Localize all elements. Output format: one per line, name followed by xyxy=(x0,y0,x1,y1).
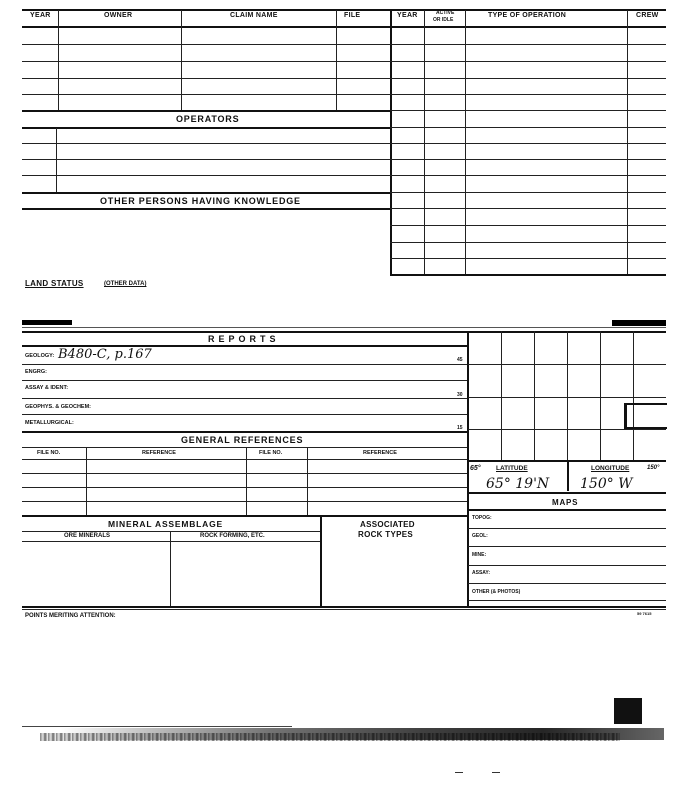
maps-geol: GEOL: xyxy=(472,533,488,539)
report-geology-value: B480-C, p.167 xyxy=(58,347,152,362)
ore-minerals-label: ORE MINERALS xyxy=(64,533,111,539)
header-active: ACTIVE xyxy=(436,10,455,16)
longitude-label: LONGITUDE xyxy=(591,465,630,472)
bracket-mark xyxy=(624,403,667,429)
form-number: 59 7615 xyxy=(637,611,652,616)
report-assay-num: 30 xyxy=(457,392,463,398)
header-or-idle: OR IDLE xyxy=(433,17,454,23)
mineral-heading: MINERAL ASSEMBLAGE xyxy=(108,519,223,529)
latitude-label: LATITUDE xyxy=(496,465,528,472)
land-status-sub: (OTHER DATA) xyxy=(104,281,147,287)
header-type-of-operation: TYPE OF OPERATION xyxy=(488,12,567,19)
header-op-year: YEAR xyxy=(397,12,418,19)
header-claim-name: CLAIM NAME xyxy=(230,12,278,19)
report-metallurgical-num: 15 xyxy=(457,425,463,431)
lat-prefix: 65° xyxy=(470,465,481,472)
report-metallurgical-label: METALLURGICAL: xyxy=(25,420,74,426)
header-owner: OWNER xyxy=(104,12,133,19)
land-status-label: LAND STATUS xyxy=(25,279,84,288)
operators-heading: OPERATORS xyxy=(176,114,240,124)
maps-assay: ASSAY: xyxy=(472,570,491,576)
reports-heading: REPORTS xyxy=(208,334,280,344)
lon-suffix: 150° xyxy=(647,465,660,471)
maps-other: OTHER (& PHOTOS) xyxy=(472,589,521,595)
assoc-rock-line2: ROCK TYPES xyxy=(358,530,414,539)
maps-topog: TOPOG: xyxy=(472,515,492,521)
report-assay-label: ASSAY & IDENT: xyxy=(25,385,69,391)
other-persons-heading: OTHER PERSONS HAVING KNOWLEDGE xyxy=(100,196,301,206)
maps-mine: MINE: xyxy=(472,552,487,558)
gref-header-file-2: FILE NO. xyxy=(259,450,283,456)
report-geophys-label: GEOPHYS. & GEOCHEM: xyxy=(25,404,92,410)
points-meriting-label: POINTS MERITING ATTENTION: xyxy=(25,613,116,619)
latitude-value: 65° 19'N xyxy=(486,476,550,492)
assoc-rock-line1: ASSOCIATED xyxy=(360,520,415,529)
report-geology-num: 45 xyxy=(457,357,463,363)
rock-forming-label: ROCK FORMING, ETC. xyxy=(200,533,265,539)
longitude-value: 150° W xyxy=(580,476,633,492)
gref-header-ref-2: REFERENCE xyxy=(363,450,397,456)
gref-header-ref-1: REFERENCE xyxy=(142,450,176,456)
general-references-heading: GENERAL REFERENCES xyxy=(181,435,304,445)
report-geology-label: GEOLOGY: xyxy=(25,353,55,359)
gref-header-file-1: FILE NO. xyxy=(37,450,61,456)
header-crew: CREW xyxy=(636,12,659,19)
header-year: YEAR xyxy=(30,12,51,19)
report-engrg-label: ENGRG: xyxy=(25,369,47,375)
maps-heading: MAPS xyxy=(552,498,579,507)
header-file: FILE xyxy=(344,12,361,19)
